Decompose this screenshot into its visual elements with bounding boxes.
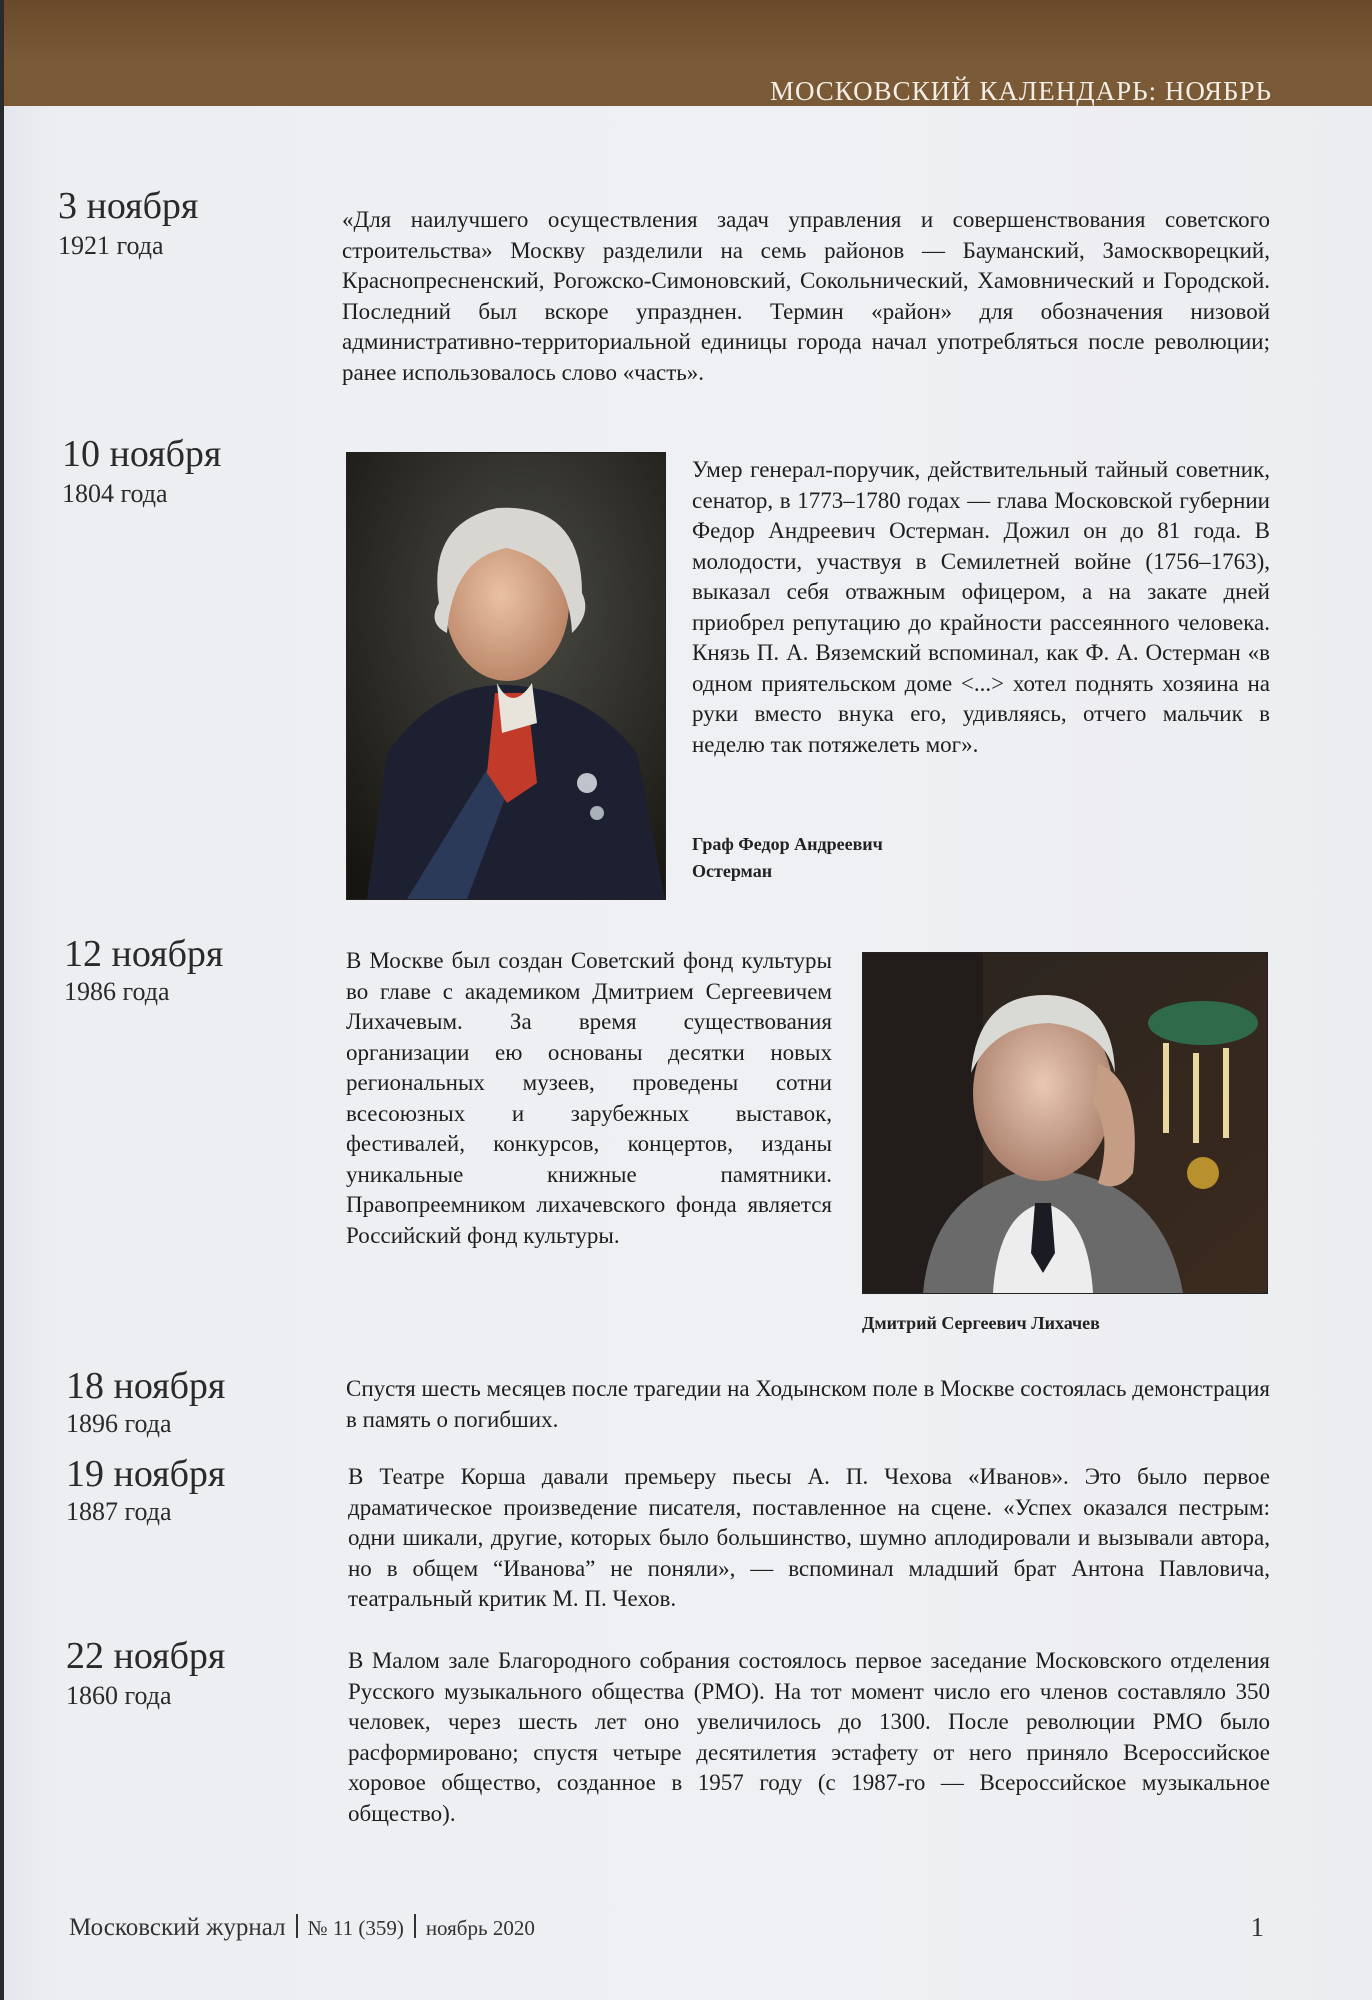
issue-month: ноябрь 2020 — [425, 1916, 535, 1940]
page-number: 1 — [1250, 1912, 1264, 1942]
footer-divider — [296, 1914, 298, 1938]
entry-text: В Театре Корша давали премьеру пьесы А. П. Чехова «Иванов». Это было первое драматическое произведение писателя, поставленное на сцене. «Успех оказался пестрым: одни шикали, другие, которых было большинство, шумно аплодировали и вызывали автора, но в общем “Иванова” не поняли», — вспоминал младший брат Антона Павловича, театральный критик М. П. Чехов. — [348, 1464, 1270, 1611]
caption-line: Граф Федор Андреевич — [692, 834, 883, 854]
page-edge — [0, 0, 4, 2000]
photo-likhachev-image — [863, 953, 1267, 1293]
entry-year: 1986 года — [64, 977, 170, 1006]
entry-date: 18 ноября — [66, 1365, 226, 1407]
entry-year: 1860 года — [66, 1681, 172, 1710]
entry-year: 1804 года — [62, 479, 168, 508]
magazine-page — [4, 0, 1372, 2000]
entry-date: 19 ноября — [66, 1453, 226, 1495]
entry-text: В Москве был создан Советский фонд культуры во главе с академиком Дмитрием Сергеевичем Лихачевым. За время существования организации ею основаны десятки новых региональных музеев, проведены сотни всесоюзных и зарубежных выставок, фестивалей, конкурсов, концертов, изданы уникальные книжные памятники. Правопреемником лихачевского фонда является Российский фонд культуры. — [346, 948, 832, 1248]
caption-line: Дмитрий Сергеевич Лихачев — [862, 1313, 1100, 1333]
entry-date: 22 ноября — [66, 1635, 226, 1677]
footer — [69, 1914, 535, 1942]
section-title: МОСКОВСКИЙ КАЛЕНДАРЬ: НОЯБРЬ — [769, 76, 1272, 106]
entry-year: 1896 года — [66, 1409, 172, 1438]
entry-date: 3 ноября — [58, 185, 199, 227]
entry-year: 1887 года — [66, 1497, 172, 1526]
entry-text: Умер генерал-поручик, действительный тайный советник, сенатор, в 1773–1780 годах — глава Московской губернии Федор Андреевич Остерман. Дожил он до 81 года. В молодости, участвуя в Семилетней войне (1756–1763), выказал себя отважным офицером, а на закате дней приобрел репутацию до крайности рассеянного человека. Князь П. А. Вяземский вспоминал, как Ф. А. Остерман «в одном приятельском доме <...> хотел поднять хозяина на руки вместо внука его, удивляясь, отчего мальчик в неделю так потяжелеть мог». — [692, 457, 1270, 757]
journal-name: Московский журнал — [69, 1914, 286, 1941]
header-band — [4, 0, 1372, 106]
caption-line: Остерман — [692, 861, 773, 881]
entry-text: В Малом зале Благородного собрания состоялось первое заседание Московского отделения Русского музыкального общества (РМО). На тот момент число его членов составляло 350 человек, через шесть лет оно увеличилось до 1300. После революции РМО было расформировано; спустя четыре десятилетия эстафету от него приняло Всероссийское хоровое общество, созданное в 1957 году (с 1987-го — Всероссийское музыкальное общество). — [348, 1648, 1270, 1826]
portrait-osterman-image — [347, 453, 665, 899]
issue-number: № 11 (359) — [307, 1916, 404, 1940]
entry-year: 1921 года — [58, 231, 164, 260]
entry-date: 12 ноября — [64, 933, 224, 975]
footer-divider — [414, 1914, 416, 1938]
entry-text: Спустя шесть месяцев после трагедии на Ходынском поле в Москве состоялась демонстрация в память о погибших. — [346, 1376, 1270, 1432]
photo-likhachev — [862, 952, 1268, 1294]
entry-date: 10 ноября — [62, 433, 222, 475]
entry-text: «Для наилучшего осуществления задач управления и совершенствования советского строительства» Москву разделили на семь районов — Бауманский, Замоскворецкий, Краснопресненский, Рогожско-Симоновский, Сокольнический, Хамовнический и Городской. Последний был вскоре упразднен. Термин «район» для обозначения низовой административно-территориальной единицы города начал употребляться после революции; ранее использовалось слово «часть». — [342, 207, 1270, 385]
portrait-osterman — [346, 452, 666, 900]
